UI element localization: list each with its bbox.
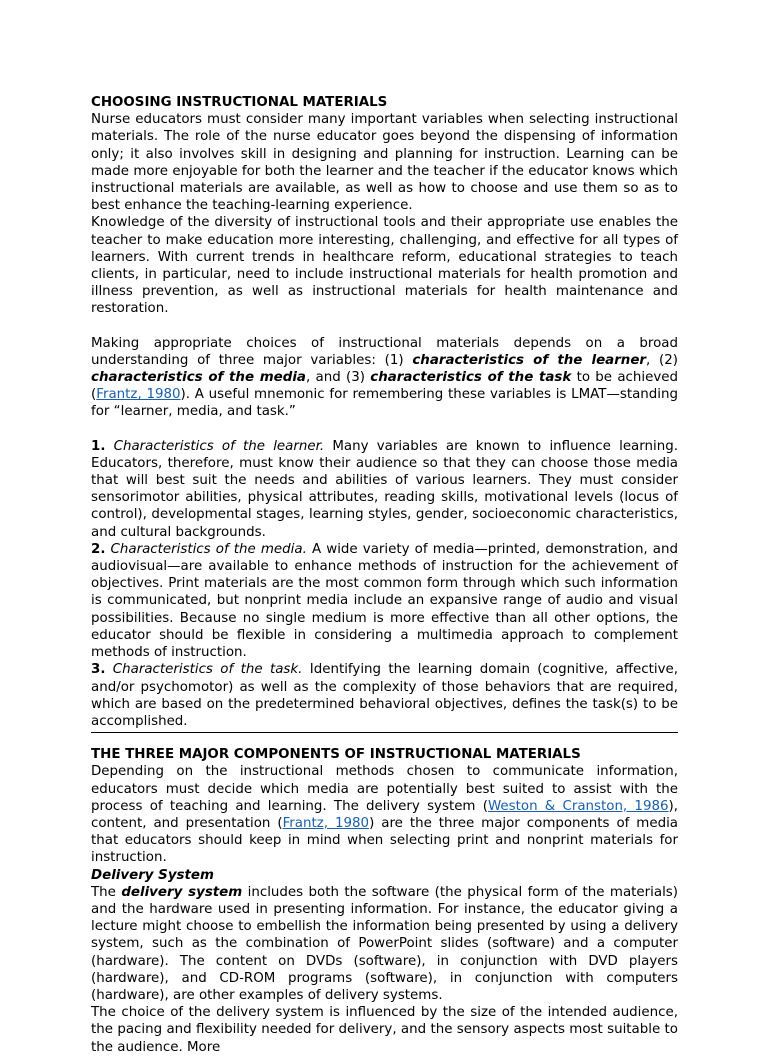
paragraph-choice: The choice of the delivery system is influenced by the size of the intended audience, the pacing and flexibility needed for delivery, and the sensory aspects most suitable to the audience. More (91, 1005, 678, 1055)
paragraph-gap (91, 318, 678, 335)
subheading-delivery-system: Delivery System (91, 867, 214, 883)
paragraph-gap (91, 421, 678, 438)
emphasis-media: characteristics of the media (91, 370, 306, 386)
citation-link-weston[interactable]: Weston & Cranston, 1986 (487, 798, 669, 814)
emphasis-delivery-system: delivery system (121, 884, 243, 900)
section-heading-choosing: CHOOSING INSTRUCTIONAL MATERIALS (91, 95, 388, 110)
paragraph-intro: Nurse educators must consider many important variables when selecting instructional materials. The role of the nurse educator goes beyond the dispensing of information only; it also involves skill in designing and planning for instruction. Learning can be made more enjoyable for both the learner and the teacher if the educator knows which instructional materials are available, as well as how to choose and use them so as to best enhance the teaching-learning experience. (91, 112, 678, 214)
section-heading-components: THE THREE MAJOR COMPONENTS OF INSTRUCTIONAL MATERIALS (91, 747, 581, 763)
citation-link-frantz[interactable]: Frantz, 1980 (96, 387, 181, 403)
paragraph-variables: Making appropriate choices of instructional materials depends on a broad understanding of three major variables: (1) characteristics of the learner, (2) characteristics of the media, and (3) characteristics of the task to be achieved (Frantz, 1980). A useful mnemonic for remembering these variables is LMAT—standing for “learner, media, and task.” (91, 335, 679, 420)
list-item-media: 2. Characteristics of the media. A wide variety of media—printed, demonstration, and audiovisual—are available to enhance methods of instruction for the achievement of objectives. Print materials are the most common form through which such information is communicated, but nonprint media include an expansive range of audio and visual possibilities. Because no single medium is more effective than all other options, the educator should be flexible in considering a multimedia approach to complement methods of instruction. (91, 541, 678, 661)
emphasis-task: characteristics of the task (370, 370, 572, 386)
paragraph-knowledge: Knowledge of the diversity of instructional tools and their appropriate use enables the teacher to make education more interesting, challenging, and effective for all types of learners. With current trends in healthcare reform, educational strategies to teach clients, in particular, need to include instructional materials for health promotion and illness prevention, as well as instructional materials for health maintenance and restoration. (91, 215, 678, 317)
document-body (91, 94, 678, 1056)
list-item-task: 3. Characteristics of the task. Identifying the learning domain (cognitive, affective, and/or psychomotor) as well as the complexity of those behaviors that are required, which are based on the predetermined behavioral objectives, defines the task(s) to be accomplished. (91, 662, 678, 729)
paragraph-components: Depending on the instructional methods chosen to communicate information, educators must decide which media are potentially best suited to assist with the process of teaching and learning. The delivery system (Weston & Cranston, 1986), content, and presentation (Frantz, 1980) are the three major components of media that educators should keep in mind when selecting print and nonprint materials for instruction. (91, 764, 679, 866)
emphasis-learner: characteristics of the learner (412, 352, 647, 368)
citation-link-frantz-2[interactable]: Frantz, 1980 (282, 815, 370, 831)
paragraph-delivery: The delivery system includes both the software (the physical form of the materials) and the hardware used in presenting information. For instance, the educator giving a lecture might choose to embellish the information being presented by using a delivery system, such as the combination of PowerPoint slides (software) and a computer (hardware). The content on DVDs (software), in conjunction with DVD players (hardware), and CD-ROM programs (software), in conjunction with computers (hardware), are other examples of delivery systems. (91, 884, 678, 1003)
list-item-learner: 1. Characteristics of the learner. Many variables are known to influence learning. Educators, therefore, must know their audience so that they can choose those media that will best suit the needs and abilities of various learners. They must consider sensorimotor abilities, physical attributes, reading skills, motivational levels (locus of control), developmental stages, learning styles, gender, socioeconomic characteristics, and cultural backgrounds. (91, 438, 678, 540)
section-divider (91, 732, 678, 733)
